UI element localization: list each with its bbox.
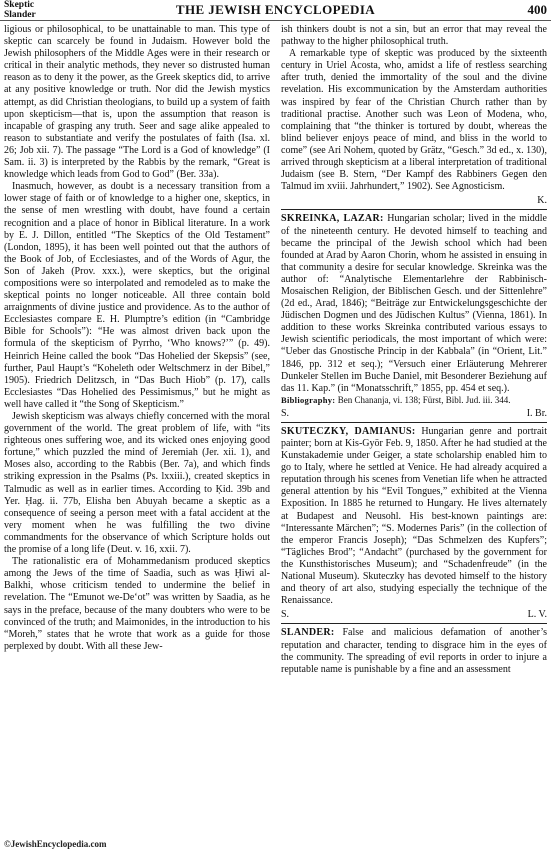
bibliography-label: Bibliography: (281, 394, 336, 405)
running-title: THE JEWISH ENCYCLOPEDIA (175, 2, 376, 17)
paragraph: A remarkable type of skeptic was produced by the sixteenth century in Uriel Acosta, who, amidst a life of restless searching after truth, denied the immortality of the soul and the divine revelation. His excommunication by the Amsterdam authorities was inspired by fear of the Christian Church rather than by traditional practise. Another such was Leon of Modena, who, complaining that “the thinker is tortured by doubt, whereas the blind believer enjoys peace of mind, and bliss in the world to come” (see Ari Nohem, quoted by Grätz, “Gesch.” 3d ed., x. 130), arrived through skepticism at a liberal interpretation of traditional Judaism (see B. Stern, “Der Kampf des Rabbiners Gegen den Talmud im xviii. Jahrhundert,” 1902). See Agnosticism. (281, 48, 547, 193)
entry-text: False and malicious defamation of another’s reputation and character, tending to disgrace him in the eyes of the community. The spreading of evil reports in order to injure a reputable name is punishable by a fine and an assessment (281, 627, 547, 675)
page-header (0, 0, 551, 21)
bibliography (281, 395, 547, 406)
bibliography-text: Ben Chananja, vi. 138; Fürst, Bibl. Jud. iii. 344. (335, 394, 511, 405)
signature-left: S. (281, 407, 290, 419)
copyright-footer: ©JewishEncyclopedia.com (4, 839, 107, 849)
divider (281, 623, 547, 624)
paragraph: Inasmuch, however, as doubt is a necessary transition from a lower stage of faith or of knowledge to a higher one, skeptics, in the sense of men wrestling with doubt, have found a certain recognition and a place of honor in Biblical literature. In a work by E. J. Dillon, entitled “The Skeptics of the Old Testament” (London, 1895), it has been well pointed out that the authors of the Book of Job, of Ecclesiastes, and of the Words of Agur, the Son of Jakeh (Prov. xxx.), were skeptics, but the original compositions were so interpolated and remodeled as to make the skeptical points no longer noticeable. All three contain bold arraignments of divine justice and providence. As to the author of Ecclesiastes compare E. H. Plumptre’s edition (in “Cambridge Bible for Schools”): “He was almost driven back upon the formula of the skepticism of Pyrrho, ‘Who knows?’” (p. 49). Heinrich Heine called the book “Das Hohelied der Skepsis” (see, further, Paul Haupt’s “Koheleth oder Weltschmerz in der Bibel,” 1905). Friedrich Delitzsch, in “Das Buch Hiob” (p. 17), calls Ecclesiastes “Das Hohelied des Pessimismus,” but he might as well have called it “the Song of Skepticism.” (4, 181, 270, 410)
entry-text: Hungarian genre and portrait painter; born at Kis-Györ Feb. 9, 1850. After he had studied at the Kunstakademie under Geiger, a state scholarship enabled him to go to Italy, where he settled at Venice. He had already acquired a reputation through his scenes from Venetian life when he attracted general attention by his “Evil Tongues,” exhibited at the Vienna Exposition. In 1885 he returned to Hungary. He lives alternately at Budapest and Neusohl. His best-known paintings are: “Interessante Märchen”; “S. Modernes Paris” (in the collection of the emperor Francis Joseph); “Das Schmelzen des Kupfers”; “Tägliches Brod”; “Andacht” (purchased by the government for the Kunsthistorisches Museum); and “Schadenfreude” (in the National Museum). Skuteczky has devoted himself to the history and theory of art also, studying especially the technique of the Renaissance. (281, 425, 547, 607)
entry-skuteczky (281, 426, 547, 607)
entry-skreinka (281, 213, 547, 394)
right-column (281, 24, 547, 676)
divider (281, 422, 547, 423)
headword: SLANDER: (281, 627, 335, 639)
left-column (4, 24, 270, 653)
divider (281, 209, 547, 210)
entry-text: Hungarian scholar; lived in the middle of the nineteenth century. He devoted himself to teaching and became the principal of the Jewish school which had been founded at Arad by Aaron Chorin, whom he assisted in ensuing in that community a desire for secular knowledge. Skreinka was the author of: “Analytische Elementarlehre der Rabbinisch-Mosaischen Religion, der Biblischen Gesch. und der Sittenlehre” (2d ed., Arad, 1846); “Beiträge zur Entwickelungsgeschichte der Jüdischen Dogmen und des Jüdischen Kultus” (Vienna, 1861). In addition to these works Skreinka contributed various essays to Jewish scientific periodicals, the most important of which were: “Ueber das Gnostische Princip in der Kabbala” (in “Orient, Lit.” 1846, pp. 312 et seq.); “Versuch einer Erläuterung Mehrerer Dunkeler Stellen im Buche Daniel, mit Besonderer Beziehung auf das 11. Kap.” (in “Monatsschrift,” 1855, pp. 454 et seq.). (281, 213, 547, 394)
signature-line (281, 195, 547, 207)
paragraph: ish thinkers doubt is not a sin, but an error that may reveal the pathway to the higher philosophical truth. (281, 24, 547, 48)
paragraph: ligious or philosophical, to be unattainable to man. This type of skeptic can scarcely be found in Judaism. However bold the Jewish philosophers of the Middle Ages were in their research or critical in their analytic methods, they never so distrusted human reason as to deny it the power, as the Greek skeptics did, to arrive at any positive knowledge or truth. Nor did the Jewish mystics attempt, as did Christian theologians, to build up a system of faith upon skepticism—that is, upon the assumption that reason is incapable of grasping any truth. Seer and sage alike appealed to reason to substantiate and verify the postulates of faith (Isa. xl. 26; Job xii. 7). The passage “The Lord is a God of knowledge” (I Sam. ii. 3) is interpreted by the Rabbis by the remark, “Great is knowledge which leads from God to God” (Ber. 33a). (4, 24, 270, 181)
headword: SKREINKA, LAZAR: (281, 213, 384, 225)
signature-line (281, 408, 547, 420)
signature-line (281, 609, 547, 621)
signature-right: I. Br. (526, 407, 547, 419)
paragraph: Jewish skepticism was always chiefly concerned with the moral government of the world. The great problem of life, with “its righteous ones suffering woe, and its wicked ones enjoying good fortune,” which puzzled the mind of Jeremiah (Jer. xii. 1), and Moses also, according to the Rabbis (Ber. 7a), and which finds striking expression in the Psalms (Ps. lxxiii.), created skeptics in Talmudic as well as in earlier times. According to Ḳid. 39b and Yer. Ḥag. ii. 77b, Elisha ben Abuyah became a skeptic as a consequence of seeing a person meet with a fatal accident at the very moment when he was fulfilling the two divine commandments for the observance of which Scripture holds out the promise of a long life (Deut. v. 16, xxii. 7). (4, 411, 270, 556)
signature-left: S. (281, 609, 290, 621)
signature-right: K. (537, 195, 547, 207)
signature-right: L. V. (527, 609, 547, 621)
page-number: 400 (527, 2, 547, 17)
headword: SKUTECZKY, DAMIANUS: (281, 425, 416, 437)
entry-slander (281, 627, 547, 675)
paragraph: The rationalistic era of Mohammedanism produced skeptics among the Jews of the time of Saadia, such as was Ḥiwi al-Balkhi, whose criticism tended to undermine the belief in revelation. The “Emunot we-De‘ot” was written by Saadia, as he says in the preface, because of the many doubters who were to be convinced of the truth; and Maimonides, in the introduction to his “Moreh,” states that he wrote that work as a guide for those perplexed by doubt. With all these Jew- (4, 556, 270, 652)
section-range: Skeptic Slander (4, 0, 36, 20)
